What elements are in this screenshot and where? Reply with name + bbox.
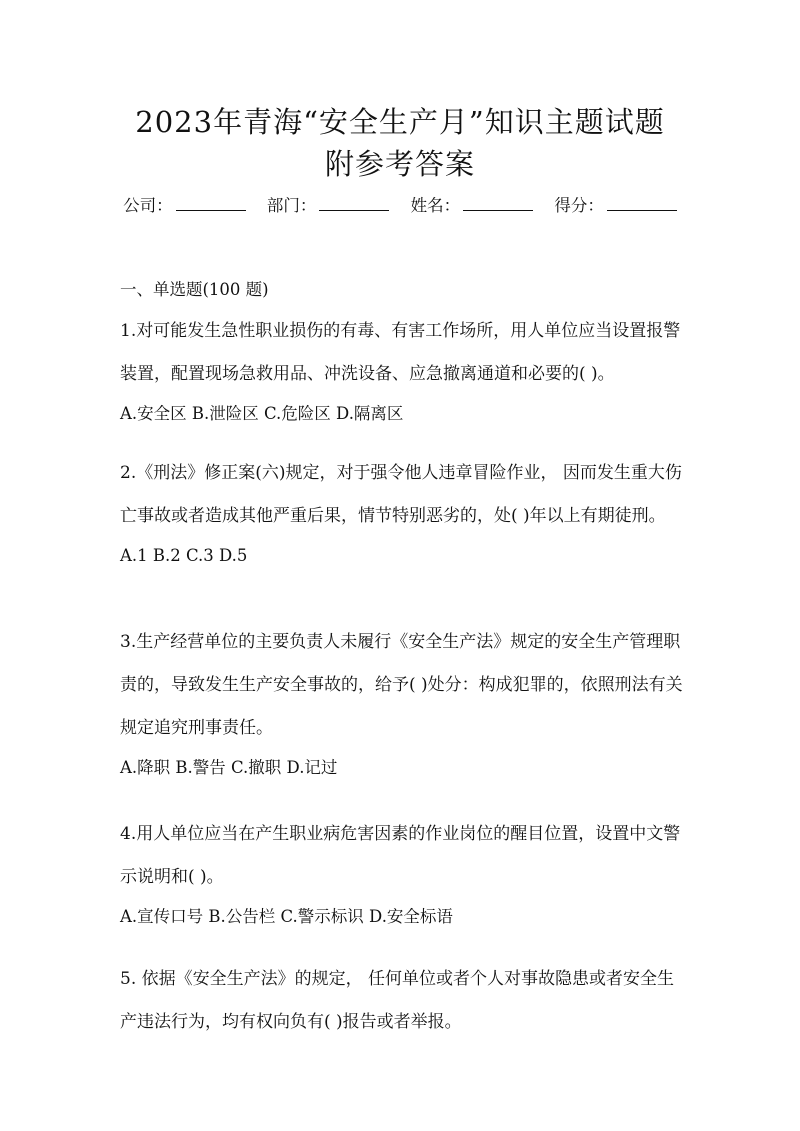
blank-line bbox=[176, 196, 246, 211]
question-2 bbox=[120, 452, 690, 574]
question-options: A.降职 B.警告 C.撤职 D.记过 bbox=[120, 758, 338, 777]
section-heading: 一、单选题(100 题) bbox=[120, 280, 269, 299]
question-stem: 4.用人单位应当在产生职业病危害因素的作业岗位的醒目位置，设置中文警示说明和( )。 bbox=[120, 824, 681, 887]
blank-line bbox=[463, 196, 533, 211]
question-options: A.1 B.2 C.3 D.5 bbox=[120, 546, 248, 565]
company-field bbox=[123, 192, 246, 216]
question-1 bbox=[120, 310, 690, 432]
document-subtitle: 附参考答案 bbox=[324, 147, 475, 181]
name-field bbox=[411, 192, 534, 216]
field-label: 公司： bbox=[123, 196, 173, 215]
field-label: 得分： bbox=[554, 196, 604, 215]
question-stem: 5. 依据《安全生产法》的规定， 任何单位或者个人对事故隐患或者安全生产违法行为，均有权向负有( )报告或者举报。 bbox=[120, 969, 675, 1032]
department-field bbox=[267, 192, 390, 216]
question-5 bbox=[120, 958, 690, 1044]
score-field bbox=[554, 192, 677, 216]
info-fields bbox=[0, 192, 800, 216]
question-options: A.安全区 B.泄险区 C.危险区 D.隔离区 bbox=[120, 404, 404, 423]
question-3 bbox=[120, 621, 690, 786]
field-label: 姓名： bbox=[410, 196, 461, 215]
question-4 bbox=[120, 813, 690, 935]
question-stem: 2.《刑法》修正案(六)规定，对于强令他人违章冒险作业， 因而发生重大伤亡事故或者造成其他严重后果，情节特别恶劣的，处( )年以上有期徒刑。 bbox=[120, 463, 682, 526]
question-stem: 3.生产经营单位的主要负责人未履行《安全生产法》规定的安全生产管理职责的，导致发生生产安全事故的，给予( )处分：构成犯罪的，依照刑法有关规定追究刑事责任。 bbox=[120, 632, 683, 738]
field-label: 部门： bbox=[266, 196, 317, 215]
document-title: 2023年青海“安全生产月”知识主题试题 bbox=[135, 105, 665, 139]
question-stem: 1.对可能发生急性职业损伤的有毒、有害工作场所，用人单位应当设置报警装置，配置现场急救用品、冲洗设备、应急撤离通道和必要的( )。 bbox=[120, 321, 681, 384]
blank-line bbox=[319, 196, 389, 211]
question-options: A.宣传口号 B.公告栏 C.警示标识 D.安全标语 bbox=[120, 907, 453, 926]
blank-line bbox=[607, 196, 677, 211]
